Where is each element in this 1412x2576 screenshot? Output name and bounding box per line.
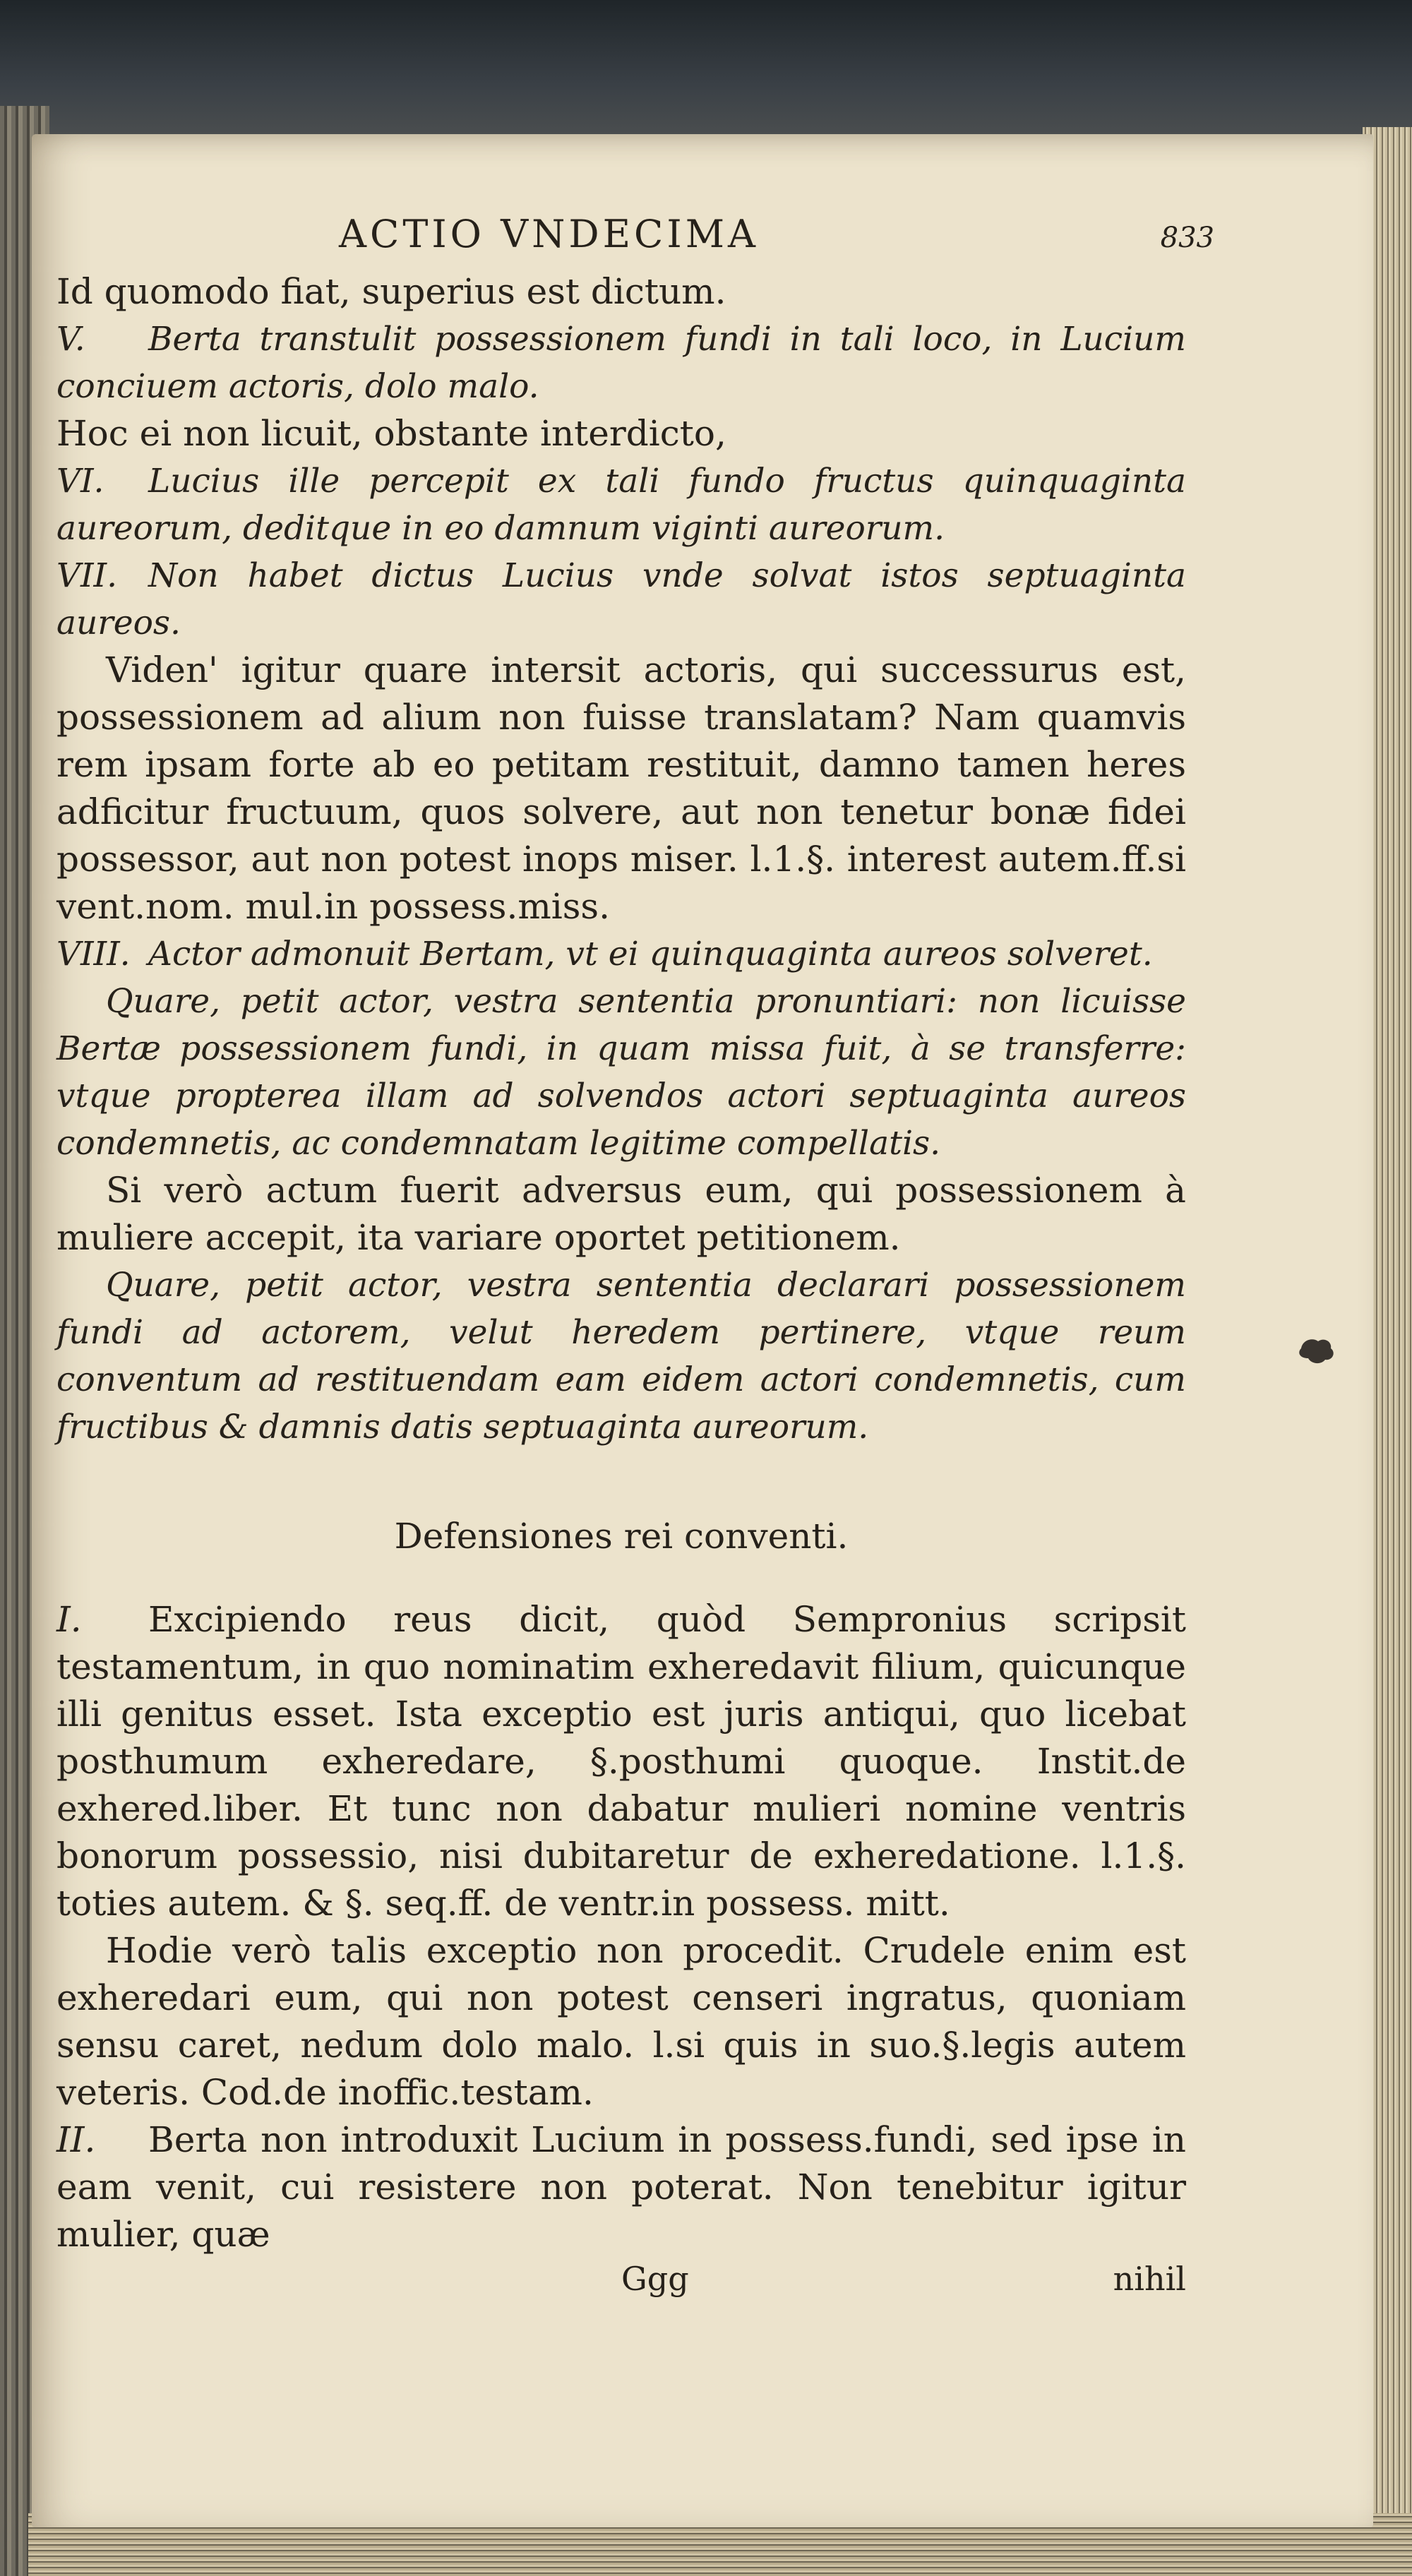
paragraph [56,410,1186,457]
paragraph-text: Non habet dictus Lucius vnde solvat istos septuaginta aureos. [56,556,1186,642]
paragraph [56,978,1186,1167]
paragraph [56,268,1186,316]
page-footer [56,2260,1186,2298]
paragraph-text: Excipiendo reus dicit, quòd Sempronius scripsit testamentum, in quo nominatim exheredavit filium, quicunque illi genitus esset. Ista exceptio est juris antiqui, quo licebat posthumum exheredare, §.posthumi quoque. Instit.de exhered.liber. Et tunc non dabatur mulieri nomine ventris bonorum possessio, nisi dubitaretur de exheredatione. l.1.§. toties autem. & §. seq.ff. de ventr.in possess. mitt. [56,1599,1186,1924]
text-block [56,212,1214,2298]
paragraph [56,1927,1186,2116]
paragraph [56,647,1186,930]
paragraph [56,552,1186,647]
page-number: 833 [1160,222,1214,254]
running-head [56,212,1214,268]
section-heading: Defensiones rei conventi. [394,1516,849,1557]
paragraph-number: VIII. [56,935,131,974]
body-top [56,268,1186,1451]
paragraph [56,316,1186,410]
ink-blot-icon [1296,1334,1338,1368]
paragraph-text: Si verò actum fuerit adversus eum, qui possessionem à muliere accepit, ita variare oportet petitionem. [56,1170,1186,1258]
paragraph [56,1262,1186,1451]
paragraph-number: I. [56,1599,82,1640]
paragraph-number: V. [56,320,85,359]
paragraph-number: VII. [56,556,118,595]
paragraph-text: Quare, petit actor, vestra sententia declarari possessionem fundi ad actorem, velut heredem pertinere, vtque reum conventum ad restituendam eam eidem actori condemnetis, cum fructibus & damnis datis septuaginta aureorum. [56,1266,1186,1446]
running-title: ACTIO VNDECIMA [339,212,759,256]
paragraph-text: Berta transtulit possessionem fundi in tali loco, in Lucium conciuem actoris, dolo malo. [56,320,1186,406]
paragraph-number: VI. [56,462,104,501]
catchword: nihil [1113,2260,1186,2298]
paragraph [56,2116,1186,2258]
body-bottom [56,1596,1186,2258]
paragraph-text: Id quomodo fiat, superius est dictum. [56,271,726,312]
book-page [32,134,1373,2527]
paragraph [56,1167,1186,1262]
paragraph-text: Hodie verò talis exceptio non procedit. Crudele enim est exheredari eum, qui non potest censeri ingratus, quoniam sensu caret, nedum dolo malo. l.si quis in suo.§.legis autem veteris. Cod.de inoffic.testam. [56,1930,1186,2113]
paragraph-number: II. [56,2119,96,2160]
paragraph-text: Viden' igitur quare intersit actoris, qui successurus est, possessionem ad alium non fuisse translatam? Nam quamvis rem ipsam forte ab eo petitam restituit, damno tamen heres adficitur fructuum, quos solvere, aut non tenetur bonæ fidei possessor, aut non potest inops miser. l.1.§. interest autem.ff.si vent.nom. mul.in possess.miss. [56,649,1186,927]
paragraph [56,457,1186,552]
paragraph-text: Actor admonuit Bertam, vt ei quinquaginta aureos solveret. [148,935,1153,974]
book-cover-top [0,0,1412,141]
signature-mark: Ggg [621,2260,689,2298]
paragraph-text: Berta non introduxit Lucium in possess.fundi, sed ipse in eam venit, cui resistere non poterat. Non tenebitur igitur mulier, quæ [56,2119,1186,2255]
paragraph-text: Quare, petit actor, vestra sententia pronuntiari: non licuisse Bertæ possessionem fundi, in quam missa fuit, à se transferre: vtque propterea illam ad solvendos actori septuaginta aureos condemnetis, ac condemnatam legitime compellatis. [56,982,1186,1163]
paragraph-text: Lucius ille percepit ex tali fundo fructus quinquaginta aureorum, deditque in eo damnum viginti aureorum. [56,462,1186,548]
paragraph [56,1596,1186,1927]
paragraph [56,930,1186,978]
paragraph-text: Hoc ei non licuit, obstante interdicto, [56,413,726,454]
